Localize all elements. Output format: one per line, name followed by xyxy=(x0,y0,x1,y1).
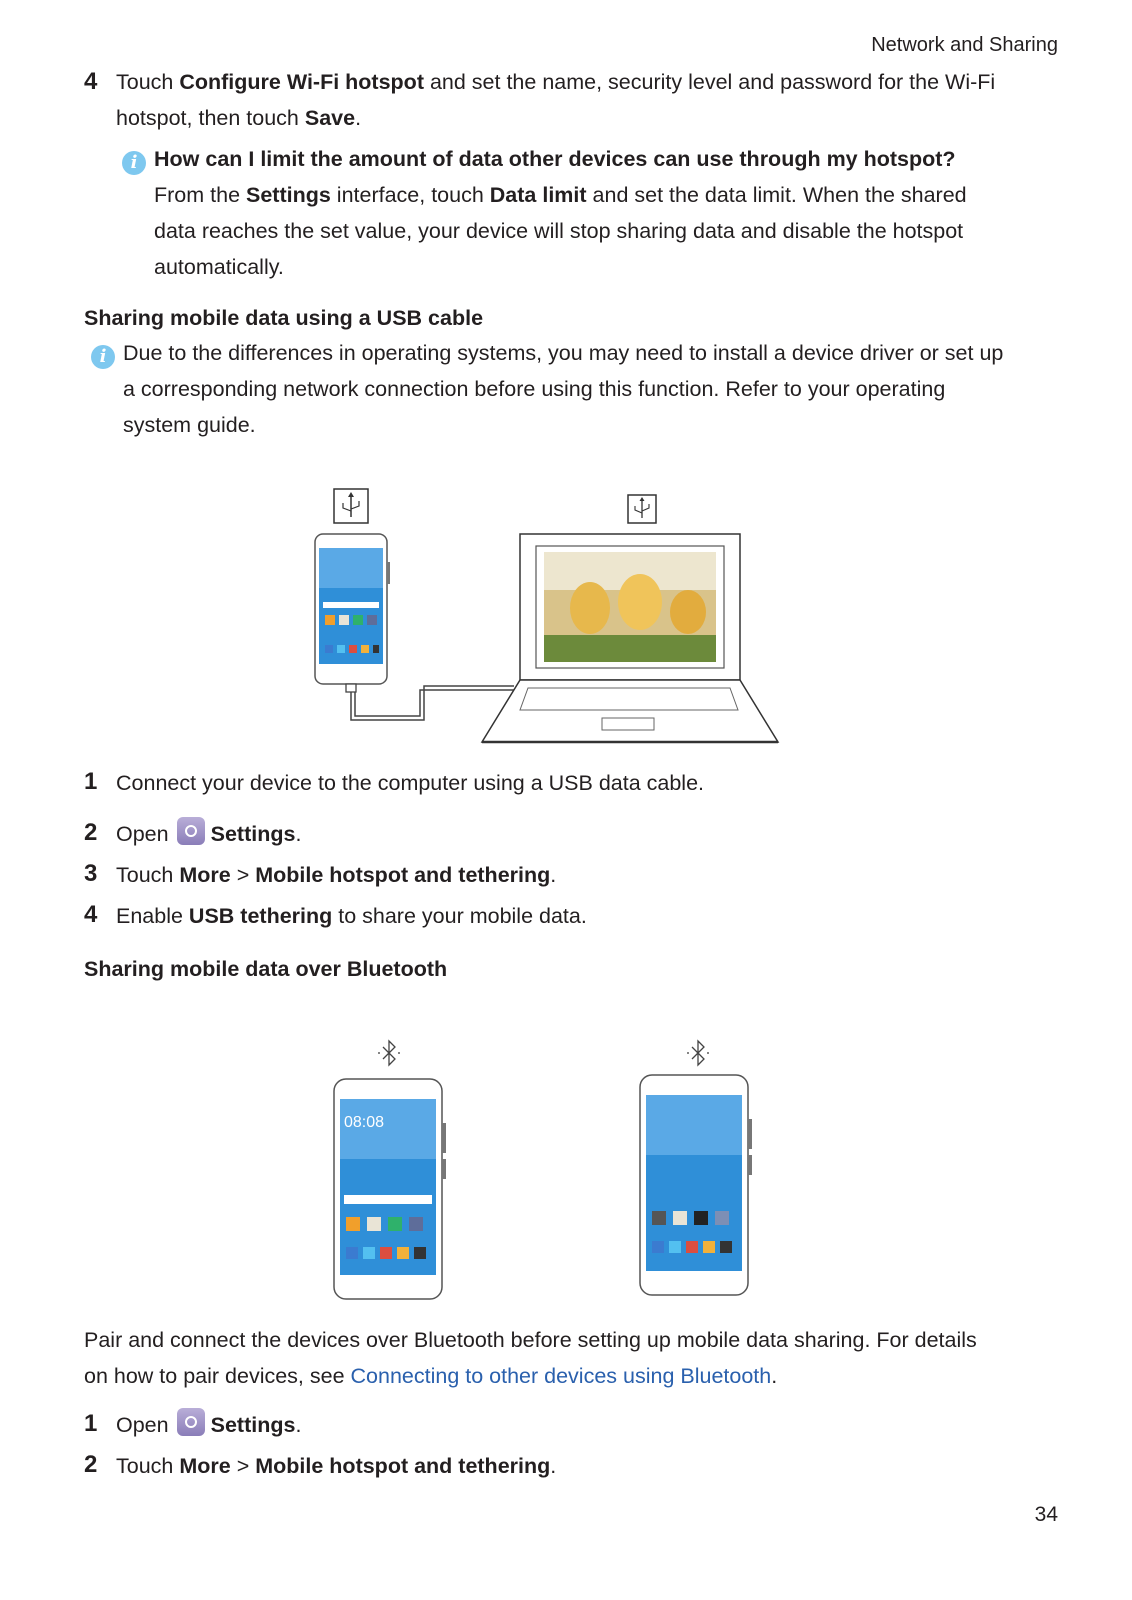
page-number: 34 xyxy=(1034,1503,1058,1526)
usb-icon xyxy=(628,495,656,523)
step-number: 2 xyxy=(84,1451,98,1478)
faq-question: How can I limit the amount of data other devices can use through my hotspot? xyxy=(154,147,956,171)
info-icon: i xyxy=(91,345,115,369)
running-header: Network and Sharing xyxy=(871,34,1058,56)
phone-illustration xyxy=(640,1075,752,1295)
step-number: 1 xyxy=(84,1410,98,1437)
bluetooth-icon xyxy=(687,1041,709,1065)
step-number: 3 xyxy=(84,860,98,887)
step-text: Touch Configure Wi-Fi hotspot and set the name, security level and password for the Wi-Fi hotspot, then touch Save. xyxy=(116,70,996,130)
faq-note: How can I limit the amount of data other devices can use through my hotspot? From the Settings interface, touch Data limit and set the data limit. When the shared data reaches the set value, your device will stop sharing data and disable the hotspot automatically. xyxy=(154,147,967,279)
info-icon: i xyxy=(122,151,146,175)
bluetooth-icon xyxy=(378,1041,400,1065)
step-text: Enable USB tethering to share your mobile data. xyxy=(116,904,587,928)
ui-label: Save xyxy=(304,106,356,130)
step-number: 1 xyxy=(84,768,98,795)
step-text: Open Settings. xyxy=(116,1407,301,1443)
section-heading-usb: Sharing mobile data using a USB cable xyxy=(84,306,484,330)
usb-tethering-illustration xyxy=(300,480,800,750)
ui-label: Configure Wi-Fi hotspot xyxy=(179,70,424,94)
step-text: Touch More > Mobile hotspot and tethering. xyxy=(116,863,557,887)
step-text: Touch More > Mobile hotspot and tethering. xyxy=(116,1454,557,1478)
step-text: Connect your device to the computer using a USB data cable. xyxy=(116,771,705,795)
phone-illustration xyxy=(334,1079,446,1299)
laptop-illustration xyxy=(482,534,778,742)
bluetooth-paragraph: Pair and connect the devices over Bluetooth before setting up mobile data sharing. For details on how to pair devices, see Connecting to other devices using Bluetooth. xyxy=(84,1328,977,1388)
step-text: Open Settings. xyxy=(116,816,301,852)
bluetooth-illustration xyxy=(320,1035,760,1305)
step-number: 2 xyxy=(84,819,98,846)
usb-note: Due to the differences in operating systems, you may need to install a device driver or set up a corresponding network connection before using this function. Refer to your operating system guide. xyxy=(123,341,1004,437)
bluetooth-guide-link[interactable]: Connecting to other devices using Bluetooth xyxy=(350,1364,772,1388)
phone-illustration xyxy=(315,534,390,692)
settings-icon xyxy=(177,817,205,845)
step-number: 4 xyxy=(84,901,98,928)
settings-icon xyxy=(177,1408,205,1436)
section-heading-bluetooth: Sharing mobile data over Bluetooth xyxy=(84,957,448,981)
step-number: 4 xyxy=(84,68,98,95)
phone-clock: 08:08 xyxy=(344,1114,385,1131)
usb-icon xyxy=(334,489,368,523)
